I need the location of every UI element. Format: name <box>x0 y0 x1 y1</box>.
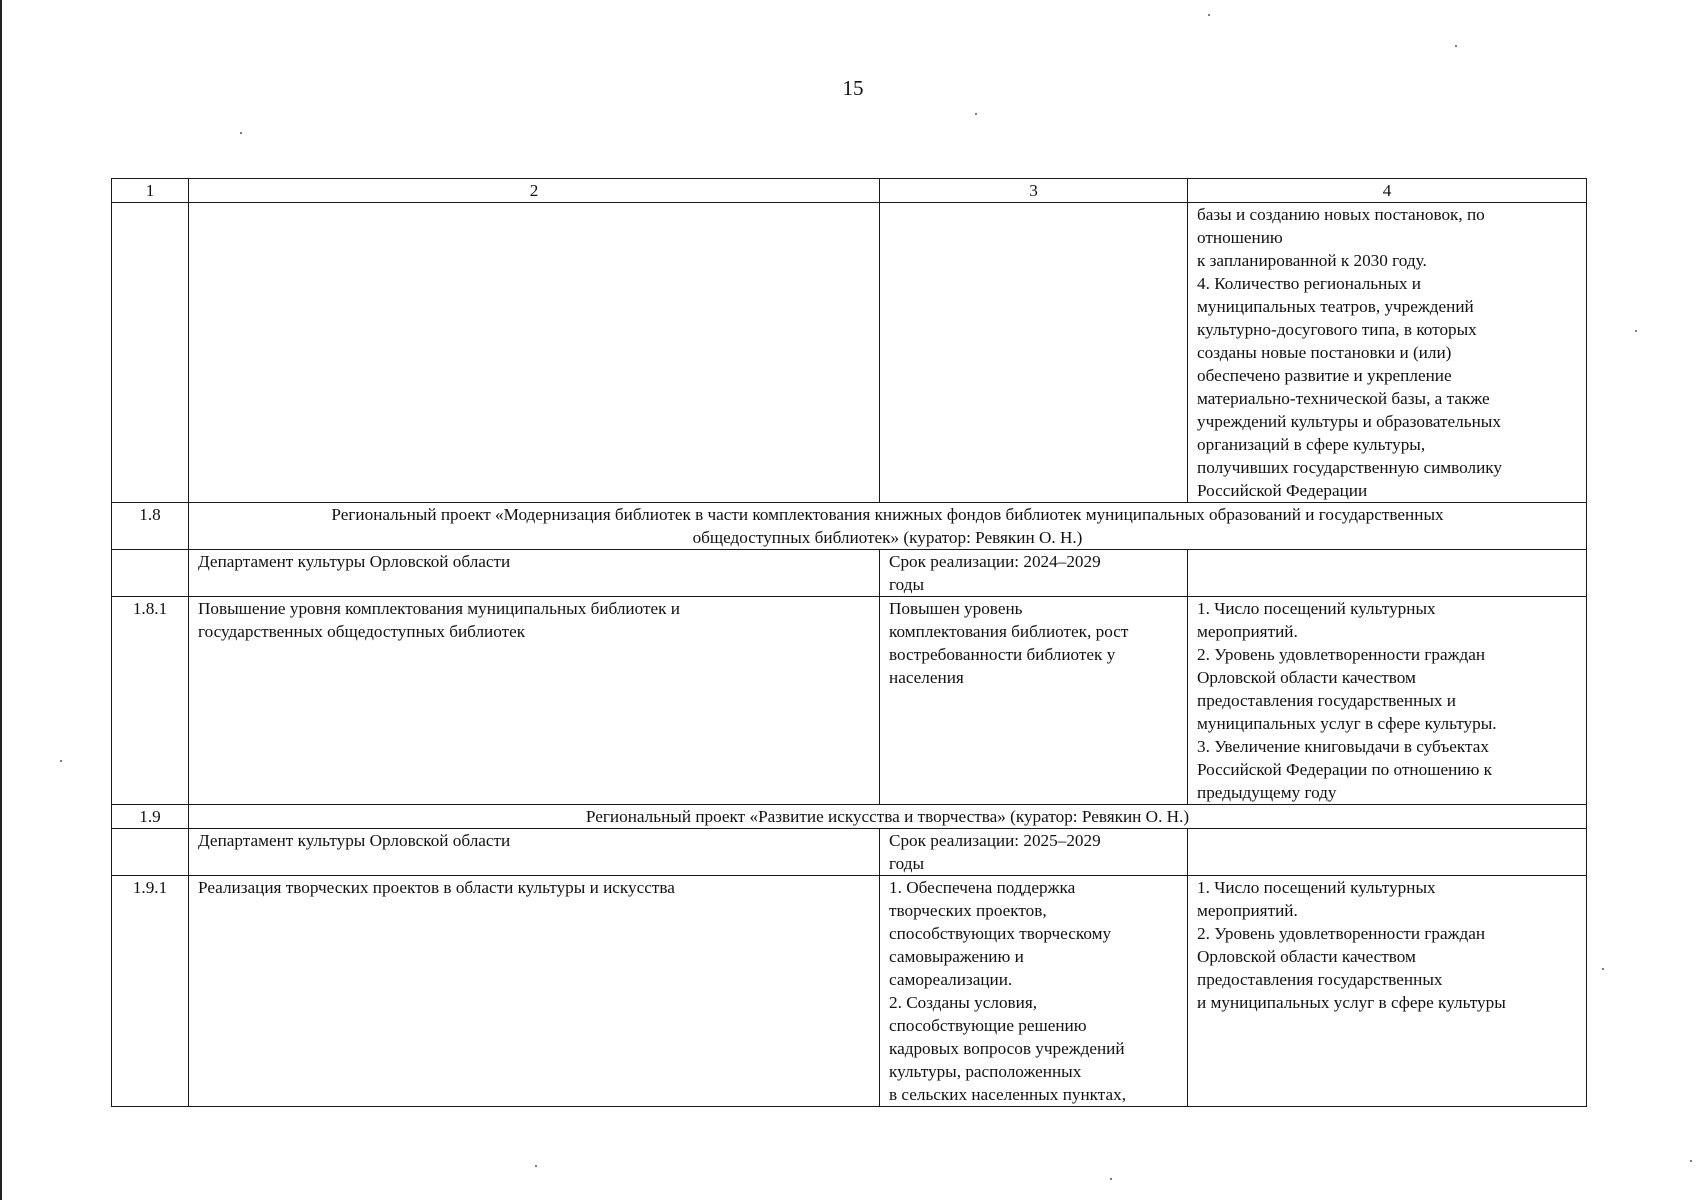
table-row-1-9-1 <box>112 876 1587 1107</box>
row-number <box>112 203 189 503</box>
column-number-1: 1 <box>112 179 189 203</box>
row-number: 1.8.1 <box>112 597 189 805</box>
scan-speck <box>1635 330 1637 332</box>
column-number-3: 3 <box>880 179 1188 203</box>
scan-speck <box>1690 1160 1692 1162</box>
scan-speck <box>1455 45 1457 47</box>
table-row-1-8-1 <box>112 597 1587 805</box>
column-number-2: 2 <box>189 179 880 203</box>
column-number-4: 4 <box>1188 179 1587 203</box>
row-indicators: 1. Число посещений культурных мероприятий. 2. Уровень удовлетворенности граждан Орловской области качеством предоставления государственных и муниципальных услуг в сфере культуры. 3. Увеличение книговыдачи в субъектах Российской Федерации по отношению к предыдущему году <box>1188 597 1587 805</box>
table-header-row <box>112 179 1587 203</box>
scan-speck <box>60 760 62 762</box>
department-name: Департамент культуры Орловской области <box>189 550 880 597</box>
row-activity <box>189 203 880 503</box>
implementation-term: Срок реализации: 2024–2029 годы <box>880 550 1188 597</box>
row-indicators <box>1188 829 1587 876</box>
row-activity: Повышение уровня комплектования муниципальных библиотек и государственных общедоступных библиотек <box>189 597 880 805</box>
scan-speck <box>1110 1178 1112 1180</box>
section-number: 1.8 <box>112 503 189 550</box>
row-activity: Реализация творческих проектов в области культуры и искусства <box>189 876 880 1107</box>
department-row-1-8 <box>112 550 1587 597</box>
row-number: 1.9.1 <box>112 876 189 1107</box>
table-row-continuation <box>112 203 1587 503</box>
row-indicators: 1. Число посещений культурных мероприятий. 2. Уровень удовлетворенности граждан Орловской области качеством предоставления государственных и муниципальных услуг в сфере культуры <box>1188 876 1587 1107</box>
row-result <box>880 203 1188 503</box>
row-indicators: базы и созданию новых постановок, по отношению к запланированной к 2030 году. 4. Количество региональных и муниципальных театров, учреждений культурно-досугового типа, в которых созданы новые постановки и (или) обеспечено развитие и укрепление материально-технической базы, а также учреждений культуры и образовательных организаций в сфере культуры, получивших государственную символику Российской Федерации <box>1188 203 1587 503</box>
scan-speck <box>1602 968 1604 970</box>
scan-speck <box>1208 14 1210 16</box>
section-title: Региональный проект «Модернизация библиотек в части комплектования книжных фондов библиотек муниципальных образований и государственных общедоступных библиотек» (куратор: Ревякин О. Н.) <box>189 503 1587 550</box>
department-name: Департамент культуры Орловской области <box>189 829 880 876</box>
department-row-1-9 <box>112 829 1587 876</box>
section-row-1-8 <box>112 503 1587 550</box>
section-row-1-9 <box>112 805 1587 829</box>
program-table <box>111 178 1587 1107</box>
scan-left-edge <box>0 0 2 1200</box>
section-title: Региональный проект «Развитие искусства и творчества» (куратор: Ревякин О. Н.) <box>189 805 1587 829</box>
page-number: 15 <box>842 76 864 100</box>
row-result: Повышен уровень комплектования библиотек, рост востребованности библиотек у населения <box>880 597 1188 805</box>
section-number: 1.9 <box>112 805 189 829</box>
implementation-term: Срок реализации: 2025–2029 годы <box>880 829 1188 876</box>
scan-speck <box>975 113 977 115</box>
scan-speck <box>535 1165 537 1167</box>
row-number <box>112 829 189 876</box>
scan-speck <box>240 132 242 134</box>
row-result: 1. Обеспечена поддержка творческих проектов, способствующих творческому самовыражению и самореализации. 2. Созданы условия, способствующие решению кадровых вопросов учреждений культуры, расположенных в сельских населенных пунктах, <box>880 876 1188 1107</box>
row-number <box>112 550 189 597</box>
row-indicators <box>1188 550 1587 597</box>
